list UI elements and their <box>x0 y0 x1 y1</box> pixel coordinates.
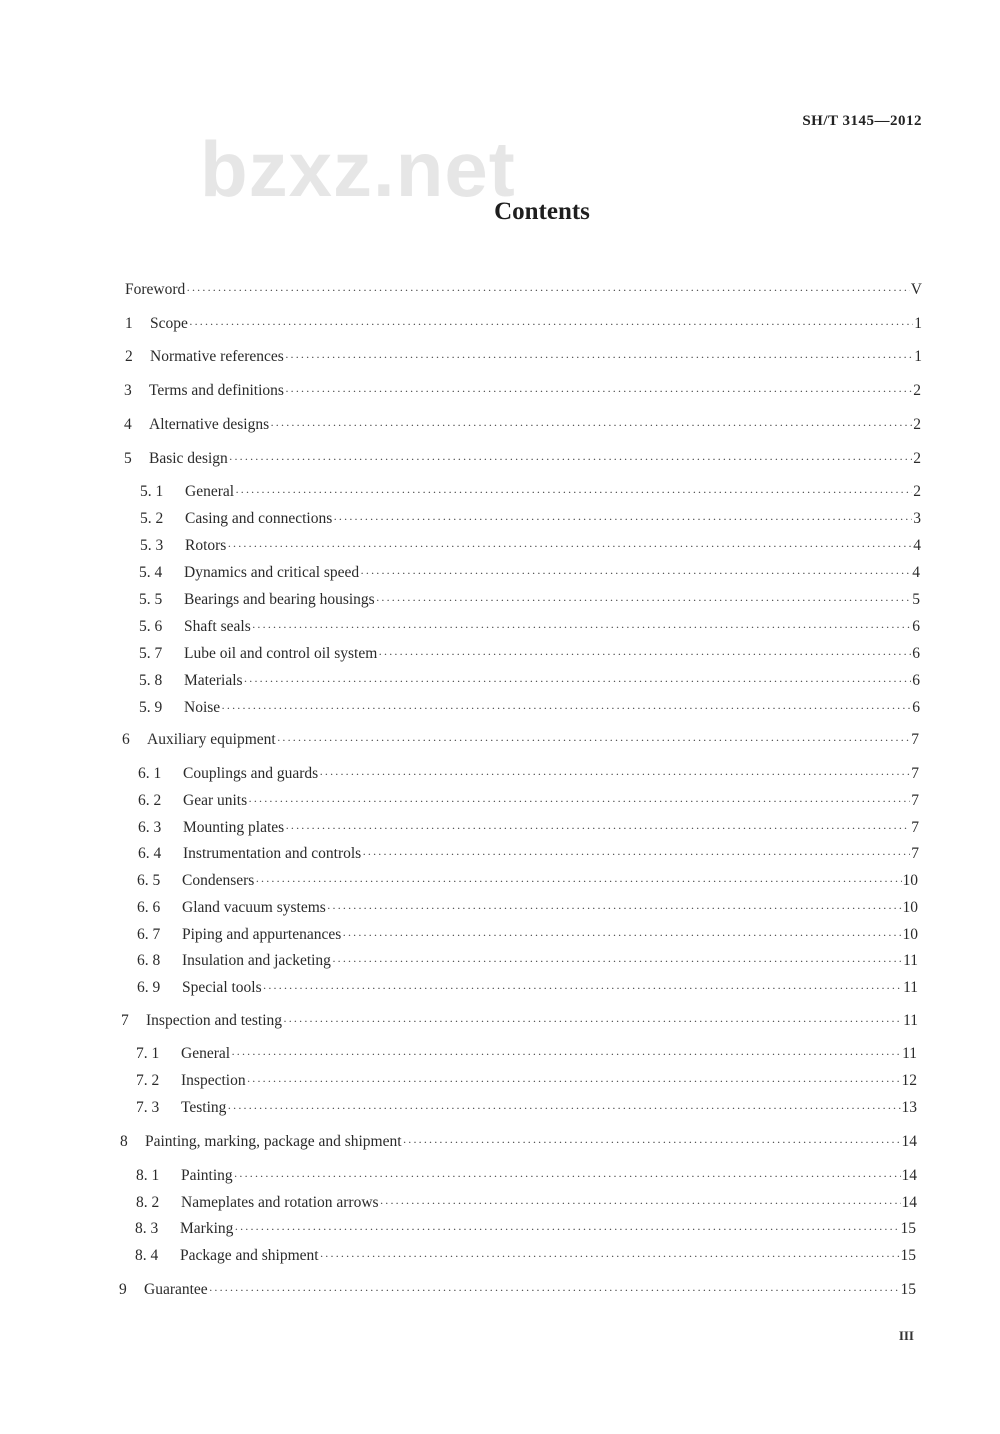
toc-section-number: 5. 8 <box>139 672 163 689</box>
toc-dot-leader <box>263 978 902 998</box>
toc-dot-leader <box>247 1071 901 1091</box>
toc-page-number: 2 <box>913 416 921 433</box>
toc-page-number: 2 <box>913 450 921 467</box>
toc-section-number: 6. 9 <box>137 979 161 996</box>
toc-section-title: Noise <box>184 699 221 716</box>
toc-section-title: Rotors <box>185 537 227 554</box>
toc-section-number: 8. 4 <box>135 1247 159 1264</box>
toc-page-number: V <box>910 281 922 298</box>
toc-entry <box>124 381 921 401</box>
toc-dot-leader <box>234 1219 899 1239</box>
toc-dot-leader <box>362 844 910 864</box>
toc-section-number: 7. 2 <box>136 1072 160 1089</box>
toc-dot-leader <box>360 563 911 583</box>
toc-section-number: 5. 2 <box>140 510 164 527</box>
page-number: III <box>898 1328 914 1343</box>
toc-section-title: Basic design <box>149 450 228 467</box>
toc-section-number: 6. 3 <box>138 819 162 836</box>
toc-page-number: 11 <box>903 952 918 969</box>
toc-dot-leader <box>342 925 901 945</box>
toc-dot-leader <box>270 415 912 435</box>
toc-dot-leader <box>248 791 910 811</box>
toc-entry <box>135 1219 916 1239</box>
toc-entry <box>138 818 919 838</box>
toc-dot-leader <box>186 280 910 300</box>
toc-page-number: 15 <box>900 1220 916 1237</box>
toc-page-number: 1 <box>914 315 922 332</box>
toc-section-title: Special tools <box>182 979 262 996</box>
toc-section-number: 6. 1 <box>138 765 162 782</box>
toc-section-title: Alternative designs <box>149 416 270 433</box>
toc-page-number: 14 <box>901 1133 917 1150</box>
toc-entry <box>136 1071 917 1091</box>
toc-entry <box>124 449 921 469</box>
toc-page-number: 14 <box>901 1167 917 1184</box>
toc-page-number: 7 <box>911 819 919 836</box>
toc-section-title: Marking <box>180 1220 234 1237</box>
toc-entry <box>137 951 918 971</box>
toc-section-number: 8. 3 <box>135 1220 159 1237</box>
toc-dot-leader <box>234 1166 901 1186</box>
toc-page-number: 13 <box>901 1099 917 1116</box>
toc-section-title: Inspection <box>181 1072 246 1089</box>
toc-section-number: 6. 7 <box>137 926 161 943</box>
toc-entry <box>139 590 920 610</box>
toc-section-title: Auxiliary equipment <box>147 731 276 748</box>
toc-section-title: Instrumentation and controls <box>183 845 362 862</box>
toc-dot-leader <box>283 1011 902 1031</box>
toc-section-number: 5. 7 <box>139 645 163 662</box>
toc-section-number: 9 <box>119 1281 127 1298</box>
toc-page-number: 7 <box>911 845 919 862</box>
toc-section-number: 5. 6 <box>139 618 163 635</box>
toc-page-number: 12 <box>901 1072 917 1089</box>
toc-section-number: 6. 8 <box>137 952 161 969</box>
toc-entry <box>122 730 919 750</box>
toc-page-number: 6 <box>912 699 920 716</box>
toc-page-number: 11 <box>903 979 918 996</box>
toc-section-number: 6. 2 <box>138 792 162 809</box>
toc-section-number: 7. 1 <box>136 1045 160 1062</box>
toc-section-number: 6. 4 <box>138 845 162 862</box>
toc-section-title: Casing and connections <box>185 510 333 527</box>
toc-entry <box>125 280 922 300</box>
toc-section-number: 8. 2 <box>136 1194 160 1211</box>
toc-page-number: 5 <box>912 591 920 608</box>
toc-section-title: Normative references <box>150 348 284 365</box>
toc-dot-leader <box>252 617 912 637</box>
toc-page-number: 3 <box>913 510 921 527</box>
toc-section-number: 5. 1 <box>140 483 164 500</box>
toc-section-title: Mounting plates <box>183 819 285 836</box>
toc-page-number: 11 <box>903 1012 918 1029</box>
toc-section-title: Shaft seals <box>184 618 251 635</box>
toc-entry <box>135 1246 916 1266</box>
toc-section-title: Materials <box>184 672 243 689</box>
document-code: SH/T 3145—2012 <box>802 113 922 129</box>
toc-section-title: General <box>185 483 235 500</box>
toc-dot-leader <box>285 381 912 401</box>
toc-entry <box>139 563 920 583</box>
toc-entry <box>119 1280 916 1300</box>
toc-dot-leader <box>277 730 911 750</box>
toc-section-number: 1 <box>125 315 133 332</box>
watermark: bzxz.net <box>200 125 516 213</box>
toc-dot-leader <box>227 1098 900 1118</box>
toc-dot-leader <box>376 590 912 610</box>
toc-page-number: 7 <box>911 731 919 748</box>
toc-entry <box>140 482 921 502</box>
toc-section-number: 2 <box>125 348 133 365</box>
toc-section-title: General <box>181 1045 231 1062</box>
toc-section-title: Guarantee <box>144 1281 208 1298</box>
toc-dot-leader <box>333 509 912 529</box>
toc-page-number: 15 <box>900 1281 916 1298</box>
toc-page-number: 4 <box>912 564 920 581</box>
toc-dot-leader <box>221 698 911 718</box>
toc-page-number: 10 <box>902 899 918 916</box>
toc-entry <box>139 698 920 718</box>
toc-section-title: Foreword <box>125 281 186 298</box>
toc-section-title: Couplings and guards <box>183 765 319 782</box>
toc-dot-leader <box>235 482 912 502</box>
toc-section-title: Condensers <box>182 872 255 889</box>
toc-section-title: Piping and appurtenances <box>182 926 342 943</box>
toc-section-number: 8 <box>120 1133 128 1150</box>
toc-section-title: Gland vacuum systems <box>182 899 326 916</box>
toc-page-number: 15 <box>900 1247 916 1264</box>
toc-dot-leader <box>231 1044 901 1064</box>
toc-dot-leader <box>332 951 902 971</box>
toc-dot-leader <box>319 764 910 784</box>
toc-section-number: 6. 6 <box>137 899 161 916</box>
toc-page-number: 2 <box>913 382 921 399</box>
toc-dot-leader <box>209 1280 900 1300</box>
toc-entry <box>137 898 918 918</box>
toc-section-title: Terms and definitions <box>149 382 284 399</box>
toc-section-number: 5. 5 <box>139 591 163 608</box>
toc-entry <box>140 536 921 556</box>
toc-dot-leader <box>244 671 912 691</box>
toc-entry <box>140 509 921 529</box>
toc-entry <box>136 1193 917 1213</box>
toc-dot-leader <box>285 818 910 838</box>
toc-section-title: Gear units <box>183 792 248 809</box>
toc-page-number: 10 <box>902 872 918 889</box>
toc-section-title: Painting, marking, package and shipment <box>145 1133 402 1150</box>
toc-page-number: 14 <box>901 1194 917 1211</box>
toc-entry <box>138 764 919 784</box>
toc-page-number: 7 <box>911 765 919 782</box>
toc-section-number: 3 <box>124 382 132 399</box>
toc-page-number: 4 <box>913 537 921 554</box>
toc-dot-leader <box>227 536 912 556</box>
toc-entry <box>139 617 920 637</box>
toc-entry <box>136 1044 917 1064</box>
toc-entry <box>139 671 920 691</box>
toc-entry <box>125 347 922 367</box>
toc-dot-leader <box>189 314 913 334</box>
toc-dot-leader <box>255 871 901 891</box>
toc-section-number: 7 <box>121 1012 129 1029</box>
toc-dot-leader <box>320 1246 900 1266</box>
toc-dot-leader <box>378 644 911 664</box>
toc-entry <box>137 978 918 998</box>
toc-dot-leader <box>229 449 912 469</box>
toc-page-number: 6 <box>912 672 920 689</box>
toc-section-number: 7. 3 <box>136 1099 160 1116</box>
toc-section-title: Painting <box>181 1167 233 1184</box>
toc-dot-leader <box>327 898 902 918</box>
toc-dot-leader <box>285 347 913 367</box>
toc-section-number: 5. 3 <box>140 537 164 554</box>
toc-page-number: 6 <box>912 645 920 662</box>
toc-section-title: Inspection and testing <box>146 1012 283 1029</box>
toc-page-number: 10 <box>902 926 918 943</box>
toc-page-number: 6 <box>912 618 920 635</box>
toc-section-title: Scope <box>150 315 188 332</box>
toc-entry <box>136 1166 917 1186</box>
toc-section-number: 5. 9 <box>139 699 163 716</box>
toc-section-title: Package and shipment <box>180 1247 319 1264</box>
toc-entry <box>136 1098 917 1118</box>
toc-section-number: 6. 5 <box>137 872 161 889</box>
toc-section-number: 5. 4 <box>139 564 163 581</box>
toc-section-number: 8. 1 <box>136 1167 160 1184</box>
page-title: Contents <box>494 198 590 225</box>
toc-section-title: Testing <box>181 1099 227 1116</box>
toc-dot-leader <box>380 1193 901 1213</box>
toc-section-title: Insulation and jacketing <box>182 952 331 969</box>
toc-page-number: 2 <box>913 483 921 500</box>
toc-section-title: Dynamics and critical speed <box>184 564 360 581</box>
toc-entry <box>125 314 922 334</box>
toc-entry <box>137 871 918 891</box>
toc-section-number: 6 <box>122 731 130 748</box>
toc-dot-leader <box>403 1132 901 1152</box>
toc-entry <box>120 1132 917 1152</box>
toc-section-title: Nameplates and rotation arrows <box>181 1194 379 1211</box>
toc-section-title: Bearings and bearing housings <box>184 591 375 608</box>
toc-entry <box>139 644 920 664</box>
toc-section-number: 4 <box>124 416 132 433</box>
toc-entry <box>121 1011 918 1031</box>
toc-entry <box>124 415 921 435</box>
toc-page-number: 7 <box>911 792 919 809</box>
toc-section-number: 5 <box>124 450 132 467</box>
toc-page-number: 1 <box>914 348 922 365</box>
toc-section-title: Lube oil and control oil system <box>184 645 378 662</box>
toc-page-number: 11 <box>902 1045 917 1062</box>
toc-entry <box>138 791 919 811</box>
toc-entry <box>137 925 918 945</box>
toc-entry <box>138 844 919 864</box>
